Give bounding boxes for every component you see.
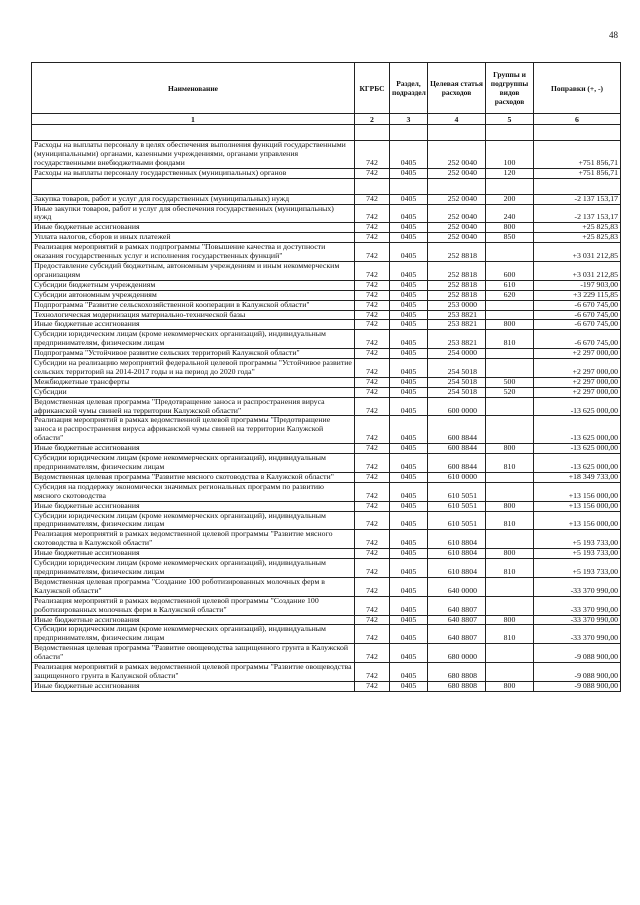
kgrbs-cell: 742: [355, 377, 390, 387]
expense-group-cell: 100: [486, 141, 534, 169]
section-cell: 0405: [390, 194, 428, 204]
name-cell: Ведомственная целевая программа "Развитие мясного скотоводства в Калужской области": [32, 472, 355, 482]
expense-group-cell: [486, 482, 534, 501]
name-cell: Реализация мероприятий в рамках ведомственной целевой программы "Развитие овощеводства защищенного грунта в Калужской области": [32, 663, 355, 682]
table-row: [32, 549, 621, 559]
name-cell: Подпрограмма "Развитие сельскохозяйственной кооперации в Калужской области": [32, 300, 355, 310]
expense-group-cell: [486, 577, 534, 596]
table-row: [32, 501, 621, 511]
spacer-row: [32, 125, 621, 141]
table-row: [32, 511, 621, 530]
name-cell: Иные бюджетные ассигнования: [32, 549, 355, 559]
name-cell: Ведомственная целевая программа "Развитие овощеводства защищенного грунта в Калужской области": [32, 644, 355, 663]
target-article-cell: 254 5018: [428, 359, 486, 378]
section-cell: 0405: [390, 577, 428, 596]
target-article-cell: 252 8818: [428, 261, 486, 280]
kgrbs-cell: 742: [355, 577, 390, 596]
kgrbs-cell: 742: [355, 349, 390, 359]
amendment-cell: +5 193 733,00: [534, 549, 621, 559]
table-row: [32, 310, 621, 320]
section-cell: 0405: [390, 290, 428, 300]
target-article-cell: 252 8818: [428, 290, 486, 300]
table-row: [32, 320, 621, 330]
section-cell: 0405: [390, 454, 428, 473]
name-cell: Реализация мероприятий в рамках ведомственной целевой программы "Развитие мясного скотоводства в Калужской области": [32, 530, 355, 549]
kgrbs-cell: 742: [355, 194, 390, 204]
name-cell: Иные бюджетные ассигнования: [32, 615, 355, 625]
table-row: [32, 194, 621, 204]
target-article-cell: 610 0000: [428, 472, 486, 482]
target-article-cell: 640 8807: [428, 625, 486, 644]
section-cell: 0405: [390, 330, 428, 349]
name-cell: Субсидии автономным учреждениям: [32, 290, 355, 300]
table-row: [32, 416, 621, 444]
table-row: [32, 482, 621, 501]
name-cell: Иные бюджетные ассигнования: [32, 501, 355, 511]
target-article-cell: 600 0000: [428, 397, 486, 416]
spacer-cell: [32, 125, 355, 141]
name-cell: Иные бюджетные ассигнования: [32, 223, 355, 233]
name-cell: Расходы на выплаты персоналу в целях обеспечения выполнения функций государственными (муниципальными) органами, казенными учреждениями, органами управления государственными внебюджетными фондами: [32, 141, 355, 169]
kgrbs-cell: 742: [355, 359, 390, 378]
section-cell: 0405: [390, 243, 428, 262]
header-target-article: Целевая статья расходов: [428, 63, 486, 114]
amendment-cell: +3 229 115,85: [534, 290, 621, 300]
kgrbs-cell: 742: [355, 444, 390, 454]
spacer-cell: [355, 125, 390, 141]
name-cell: Субсидии бюджетным учреждениям: [32, 280, 355, 290]
table-row: [32, 359, 621, 378]
spacer-cell: [486, 178, 534, 194]
amendment-cell: +751 856,71: [534, 168, 621, 178]
amendment-cell: -13 625 000,00: [534, 444, 621, 454]
target-article-cell: 252 0040: [428, 141, 486, 169]
kgrbs-cell: 742: [355, 261, 390, 280]
section-cell: 0405: [390, 280, 428, 290]
kgrbs-cell: 742: [355, 482, 390, 501]
table-row: [32, 141, 621, 169]
expense-group-cell: [486, 472, 534, 482]
section-cell: 0405: [390, 549, 428, 559]
section-cell: 0405: [390, 300, 428, 310]
section-cell: 0405: [390, 397, 428, 416]
amendment-cell: -9 088 900,00: [534, 644, 621, 663]
expense-group-cell: 120: [486, 168, 534, 178]
amendment-cell: +5 193 733,00: [534, 559, 621, 578]
kgrbs-cell: 742: [355, 387, 390, 397]
amendment-cell: +25 825,83: [534, 223, 621, 233]
name-cell: Межбюджетные трансферты: [32, 377, 355, 387]
target-article-cell: 680 8808: [428, 681, 486, 691]
target-article-cell: 252 8818: [428, 243, 486, 262]
section-cell: 0405: [390, 444, 428, 454]
amendment-cell: +2 297 000,00: [534, 349, 621, 359]
target-article-cell: 253 8821: [428, 320, 486, 330]
amendment-cell: -13 625 000,00: [534, 454, 621, 473]
table-row: [32, 223, 621, 233]
expense-group-cell: 810: [486, 330, 534, 349]
section-cell: 0405: [390, 472, 428, 482]
target-article-cell: 600 8844: [428, 416, 486, 444]
expense-group-cell: 810: [486, 559, 534, 578]
table-row: [32, 243, 621, 262]
section-cell: 0405: [390, 349, 428, 359]
spacer-cell: [428, 125, 486, 141]
table-row: [32, 472, 621, 482]
kgrbs-cell: 742: [355, 559, 390, 578]
table-row: [32, 261, 621, 280]
spacer-row: [32, 178, 621, 194]
amendment-cell: +751 856,71: [534, 141, 621, 169]
target-article-cell: 680 0000: [428, 644, 486, 663]
amendment-cell: +3 031 212,85: [534, 243, 621, 262]
expense-group-cell: 200: [486, 194, 534, 204]
section-cell: 0405: [390, 416, 428, 444]
kgrbs-cell: 742: [355, 223, 390, 233]
table-row: [32, 397, 621, 416]
header-name: Наименование: [32, 63, 355, 114]
section-cell: 0405: [390, 377, 428, 387]
name-cell: Иные бюджетные ассигнования: [32, 320, 355, 330]
expense-group-cell: [486, 416, 534, 444]
name-cell: Субсидии юридическим лицам (кроме некоммерческих организаций), индивидуальным предпринимателям, физическим лицам: [32, 454, 355, 473]
kgrbs-cell: 742: [355, 511, 390, 530]
target-article-cell: 610 5051: [428, 501, 486, 511]
kgrbs-cell: 742: [355, 454, 390, 473]
table-row: [32, 444, 621, 454]
table-row: [32, 204, 621, 223]
kgrbs-cell: 742: [355, 168, 390, 178]
table-header: [32, 63, 621, 125]
name-cell: Субсидии: [32, 387, 355, 397]
expense-group-cell: 240: [486, 204, 534, 223]
page-number: 48: [609, 30, 618, 40]
section-cell: 0405: [390, 223, 428, 233]
target-article-cell: 254 5018: [428, 377, 486, 387]
name-cell: Иные закупки товаров, работ и услуг для обеспечения государственных (муниципальных) нужд: [32, 204, 355, 223]
expense-group-cell: [486, 359, 534, 378]
spacer-cell: [534, 125, 621, 141]
expense-group-cell: 610: [486, 280, 534, 290]
amendment-cell: +25 825,83: [534, 233, 621, 243]
section-cell: 0405: [390, 310, 428, 320]
amendment-cell: -33 370 990,00: [534, 596, 621, 615]
table-row: [32, 387, 621, 397]
amendment-cell: -6 670 745,00: [534, 300, 621, 310]
table-body: [32, 125, 621, 692]
column-index: 2: [355, 114, 390, 125]
column-index: 5: [486, 114, 534, 125]
amendment-cell: -2 137 153,17: [534, 194, 621, 204]
amendment-cell: +2 297 000,00: [534, 359, 621, 378]
name-cell: Ведомственная целевая программа "Предотвращение заноса и распространения вируса африканской чумы свиней на территории Калужской области": [32, 397, 355, 416]
name-cell: Субсидия на поддержку экономически значимых региональных программ по развитию мясного скотоводства: [32, 482, 355, 501]
kgrbs-cell: 742: [355, 243, 390, 262]
expense-group-cell: 810: [486, 511, 534, 530]
expense-group-cell: 620: [486, 290, 534, 300]
spacer-cell: [486, 125, 534, 141]
amendment-cell: -6 670 745,00: [534, 330, 621, 349]
section-cell: 0405: [390, 625, 428, 644]
column-index: 1: [32, 114, 355, 125]
kgrbs-cell: 742: [355, 290, 390, 300]
target-article-cell: 610 5051: [428, 482, 486, 501]
kgrbs-cell: 742: [355, 681, 390, 691]
target-article-cell: 640 8807: [428, 615, 486, 625]
name-cell: Реализация мероприятий в рамках подпрограммы "Повышение качества и доступности оказания государственных услуг и исполнения государственных функций": [32, 243, 355, 262]
target-article-cell: 252 0040: [428, 168, 486, 178]
name-cell: Субсидии юридическим лицам (кроме некоммерческих организаций), индивидуальным предпринимателям, физическим лицам: [32, 559, 355, 578]
section-cell: 0405: [390, 663, 428, 682]
expense-group-cell: [486, 644, 534, 663]
expense-group-cell: 800: [486, 320, 534, 330]
expense-group-cell: [486, 530, 534, 549]
table-row: [32, 530, 621, 549]
target-article-cell: 253 8821: [428, 330, 486, 349]
amendment-cell: +13 156 000,00: [534, 501, 621, 511]
table-row: [32, 559, 621, 578]
table-row: [32, 233, 621, 243]
target-article-cell: 253 8821: [428, 310, 486, 320]
target-article-cell: 610 5051: [428, 511, 486, 530]
name-cell: Субсидии юридическим лицам (кроме некоммерческих организаций), индивидуальным предпринимателям, физическим лицам: [32, 625, 355, 644]
target-article-cell: 640 0000: [428, 577, 486, 596]
section-cell: 0405: [390, 501, 428, 511]
table-row: [32, 377, 621, 387]
section-cell: 0405: [390, 261, 428, 280]
section-cell: 0405: [390, 320, 428, 330]
amendment-cell: +5 193 733,00: [534, 530, 621, 549]
table-row: [32, 330, 621, 349]
table-row: [32, 615, 621, 625]
table-row: [32, 290, 621, 300]
section-cell: 0405: [390, 644, 428, 663]
amendment-cell: +2 297 000,00: [534, 377, 621, 387]
section-cell: 0405: [390, 204, 428, 223]
target-article-cell: 252 0040: [428, 223, 486, 233]
expense-group-cell: 810: [486, 454, 534, 473]
target-article-cell: 252 0040: [428, 194, 486, 204]
section-cell: 0405: [390, 681, 428, 691]
name-cell: Технологическая модернизация материально-технической базы: [32, 310, 355, 320]
kgrbs-cell: 742: [355, 310, 390, 320]
name-cell: Иные бюджетные ассигнования: [32, 444, 355, 454]
spacer-cell: [390, 125, 428, 141]
amendment-cell: -2 137 153,17: [534, 204, 621, 223]
amendment-cell: -13 625 000,00: [534, 416, 621, 444]
kgrbs-cell: 742: [355, 615, 390, 625]
target-article-cell: 252 0040: [428, 204, 486, 223]
expense-group-cell: 800: [486, 615, 534, 625]
kgrbs-cell: 742: [355, 625, 390, 644]
amendment-cell: -6 670 745,00: [534, 310, 621, 320]
amendment-cell: +3 031 212,85: [534, 261, 621, 280]
kgrbs-cell: 742: [355, 549, 390, 559]
section-cell: 0405: [390, 615, 428, 625]
section-cell: 0405: [390, 168, 428, 178]
kgrbs-cell: 742: [355, 280, 390, 290]
section-cell: 0405: [390, 387, 428, 397]
name-cell: Иные бюджетные ассигнования: [32, 681, 355, 691]
column-index: 6: [534, 114, 621, 125]
section-cell: 0405: [390, 141, 428, 169]
table-row: [32, 577, 621, 596]
column-index: 3: [390, 114, 428, 125]
kgrbs-cell: 742: [355, 300, 390, 310]
spacer-cell: [534, 178, 621, 194]
kgrbs-cell: 742: [355, 204, 390, 223]
amendment-cell: -33 370 990,00: [534, 577, 621, 596]
amendment-cell: -13 625 000,00: [534, 397, 621, 416]
target-article-cell: 254 0000: [428, 349, 486, 359]
header-expense-group: Группы и подгруппы видов расходов: [486, 63, 534, 114]
kgrbs-cell: 742: [355, 141, 390, 169]
table-row: [32, 681, 621, 691]
section-cell: 0405: [390, 559, 428, 578]
kgrbs-cell: 742: [355, 530, 390, 549]
expense-group-cell: 810: [486, 625, 534, 644]
spacer-cell: [355, 178, 390, 194]
amendment-cell: +2 297 000,00: [534, 387, 621, 397]
spacer-cell: [390, 178, 428, 194]
amendment-cell: -9 088 900,00: [534, 663, 621, 682]
section-cell: 0405: [390, 359, 428, 378]
expense-group-cell: [486, 349, 534, 359]
table-row: [32, 349, 621, 359]
expense-group-cell: [486, 663, 534, 682]
kgrbs-cell: 742: [355, 501, 390, 511]
target-article-cell: 680 8808: [428, 663, 486, 682]
column-index: 4: [428, 114, 486, 125]
kgrbs-cell: 742: [355, 397, 390, 416]
amendment-cell: -33 370 990,00: [534, 625, 621, 644]
kgrbs-cell: 742: [355, 596, 390, 615]
amendment-cell: +13 156 000,00: [534, 482, 621, 501]
kgrbs-cell: 742: [355, 320, 390, 330]
target-article-cell: 610 8804: [428, 530, 486, 549]
header-kgrbs: КГРБС: [355, 63, 390, 114]
target-article-cell: 600 8844: [428, 454, 486, 473]
target-article-cell: 254 5018: [428, 387, 486, 397]
target-article-cell: 610 8804: [428, 549, 486, 559]
expense-group-cell: 520: [486, 387, 534, 397]
name-cell: Закупка товаров, работ и услуг для государственных (муниципальных) нужд: [32, 194, 355, 204]
amendment-cell: -197 903,00: [534, 280, 621, 290]
target-article-cell: 252 0040: [428, 233, 486, 243]
target-article-cell: 252 8818: [428, 280, 486, 290]
kgrbs-cell: 742: [355, 472, 390, 482]
table-row: [32, 663, 621, 682]
section-cell: 0405: [390, 596, 428, 615]
expense-group-cell: [486, 397, 534, 416]
header-section: Раздел, подраздел: [390, 63, 428, 114]
kgrbs-cell: 742: [355, 416, 390, 444]
expense-group-cell: 500: [486, 377, 534, 387]
table-row: [32, 280, 621, 290]
target-article-cell: 600 8844: [428, 444, 486, 454]
section-cell: 0405: [390, 482, 428, 501]
table-row: [32, 300, 621, 310]
table-row: [32, 454, 621, 473]
expense-group-cell: [486, 243, 534, 262]
name-cell: Реализация мероприятий в рамках ведомственной целевой программы "Предотвращение заноса и распространения вируса африканской чумы свиней на территории Калужской области": [32, 416, 355, 444]
expense-group-cell: 800: [486, 501, 534, 511]
target-article-cell: 610 8804: [428, 559, 486, 578]
kgrbs-cell: 742: [355, 233, 390, 243]
name-cell: Предоставление субсидий бюджетным, автономным учреждениям и иным некоммерческим организациям: [32, 261, 355, 280]
section-cell: 0405: [390, 233, 428, 243]
spacer-cell: [428, 178, 486, 194]
expense-group-cell: 800: [486, 681, 534, 691]
name-cell: Реализация мероприятий в рамках ведомственной целевой программы "Создание 100 роботизированных молочных ферм в Калужской области": [32, 596, 355, 615]
table-row: [32, 625, 621, 644]
expense-group-cell: 800: [486, 444, 534, 454]
column-index-row: [32, 114, 621, 125]
name-cell: Подпрограмма "Устойчивое развитие сельских территорий Калужской области": [32, 349, 355, 359]
table-row: [32, 644, 621, 663]
amendment-cell: -6 670 745,00: [534, 320, 621, 330]
kgrbs-cell: 742: [355, 644, 390, 663]
amendment-cell: +18 349 733,00: [534, 472, 621, 482]
target-article-cell: 253 0000: [428, 300, 486, 310]
expense-group-cell: 600: [486, 261, 534, 280]
name-cell: Субсидии на реализацию мероприятий федеральной целевой программы "Устойчивое развитие сельских территорий на 2014-2017 годы и на период до 2020 года": [32, 359, 355, 378]
expense-group-cell: 800: [486, 223, 534, 233]
expense-group-cell: [486, 300, 534, 310]
amendment-cell: -9 088 900,00: [534, 681, 621, 691]
section-cell: 0405: [390, 511, 428, 530]
kgrbs-cell: 742: [355, 330, 390, 349]
expense-group-cell: [486, 310, 534, 320]
name-cell: Уплата налогов, сборов и иных платежей: [32, 233, 355, 243]
section-cell: 0405: [390, 530, 428, 549]
name-cell: Ведомственная целевая программа "Создание 100 роботизированных молочных ферм в Калужской области": [32, 577, 355, 596]
name-cell: Субсидии юридическим лицам (кроме некоммерческих организаций), индивидуальным предпринимателям, физическим лицам: [32, 511, 355, 530]
expense-group-cell: 800: [486, 549, 534, 559]
table-row: [32, 168, 621, 178]
expense-group-cell: [486, 596, 534, 615]
amendment-cell: +13 156 000,00: [534, 511, 621, 530]
table-row: [32, 596, 621, 615]
target-article-cell: 640 8807: [428, 596, 486, 615]
spacer-cell: [32, 178, 355, 194]
expense-group-cell: 850: [486, 233, 534, 243]
budget-amendments-table: [31, 62, 621, 692]
name-cell: Расходы на выплаты персоналу государственных (муниципальных) органов: [32, 168, 355, 178]
kgrbs-cell: 742: [355, 663, 390, 682]
name-cell: Субсидии юридическим лицам (кроме некоммерческих организаций), индивидуальным предпринимателям, физическим лицам: [32, 330, 355, 349]
amendment-cell: -33 370 990,00: [534, 615, 621, 625]
header-amendments: Поправки (+, -): [534, 63, 621, 114]
